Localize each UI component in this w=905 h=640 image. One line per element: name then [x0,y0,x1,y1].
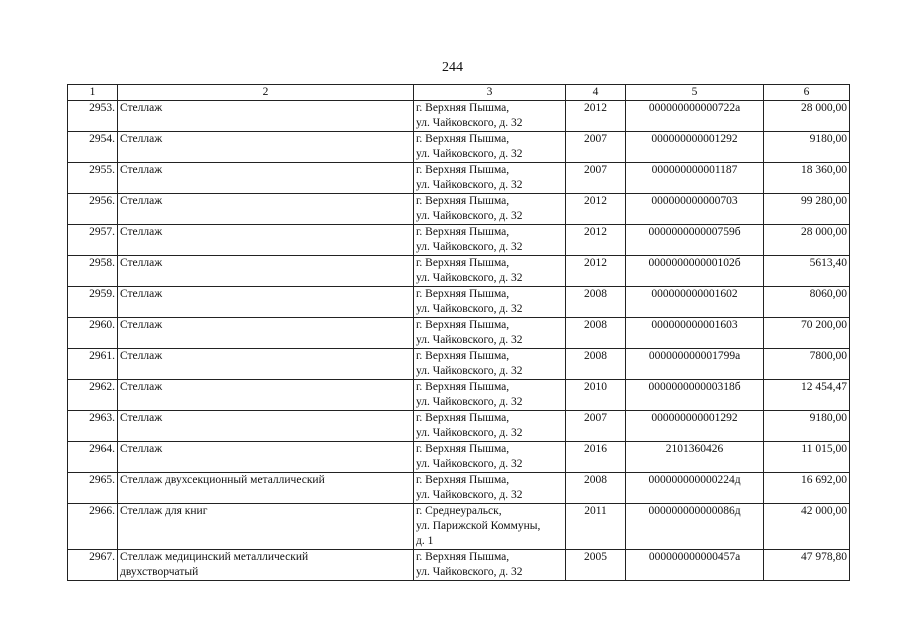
item-year: 2012 [566,194,626,225]
inventory-number: 000000000001292 [626,411,764,442]
item-year: 2010 [566,380,626,411]
item-value: 8060,00 [764,287,850,318]
item-value: 7800,00 [764,349,850,380]
item-address: г. Верхняя Пышма, ул. Чайковского, д. 32 [414,132,566,163]
table-row [68,380,850,411]
row-number: 2961. [68,349,118,380]
item-address: г. Верхняя Пышма, ул. Чайковского, д. 32 [414,349,566,380]
item-name: Стеллаж [118,225,414,256]
item-address: г. Верхняя Пышма, ул. Чайковского, д. 32 [414,101,566,132]
row-number: 2956. [68,194,118,225]
item-value: 28 000,00 [764,225,850,256]
item-year: 2012 [566,101,626,132]
item-name: Стеллаж медицинский металлический двухстворчатый [118,550,414,581]
item-value: 99 280,00 [764,194,850,225]
inventory-number: 000000000000318б [626,380,764,411]
table-row [68,318,850,349]
row-number: 2960. [68,318,118,349]
inventory-number: 000000000000457а [626,550,764,581]
table-row [68,225,850,256]
item-year: 2008 [566,349,626,380]
column-header: 1 [68,85,118,101]
item-year: 2012 [566,256,626,287]
item-address: г. Верхняя Пышма, ул. Чайковского, д. 32 [414,194,566,225]
item-name: Стеллаж [118,411,414,442]
item-year: 2007 [566,411,626,442]
item-value: 70 200,00 [764,318,850,349]
inventory-number: 000000000001187 [626,163,764,194]
item-name: Стеллаж [118,132,414,163]
item-name: Стеллаж [118,442,414,473]
inventory-number: 000000000000102б [626,256,764,287]
inventory-number: 000000000000722а [626,101,764,132]
item-year: 2012 [566,225,626,256]
item-address: г. Среднеуральск, ул. Парижской Коммуны, д. 1 [414,504,566,550]
table-row [68,349,850,380]
item-name: Стеллаж [118,256,414,287]
inventory-number: 000000000000703 [626,194,764,225]
item-name: Стеллаж [118,318,414,349]
item-year: 2008 [566,473,626,504]
item-value: 5613,40 [764,256,850,287]
inventory-number: 000000000000759б [626,225,764,256]
column-header: 4 [566,85,626,101]
item-year: 2005 [566,550,626,581]
inventory-number: 000000000000086д [626,504,764,550]
row-number: 2967. [68,550,118,581]
item-name: Стеллаж для книг [118,504,414,550]
item-value: 47 978,80 [764,550,850,581]
table-row [68,256,850,287]
row-number: 2954. [68,132,118,163]
item-address: г. Верхняя Пышма, ул. Чайковского, д. 32 [414,287,566,318]
table-row [68,411,850,442]
item-address: г. Верхняя Пышма, ул. Чайковского, д. 32 [414,163,566,194]
item-address: г. Верхняя Пышма, ул. Чайковского, д. 32 [414,442,566,473]
table-row [68,504,850,550]
item-name: Стеллаж [118,287,414,318]
row-number: 2966. [68,504,118,550]
table-row [68,442,850,473]
item-year: 2007 [566,132,626,163]
inventory-number: 000000000000224д [626,473,764,504]
table-header-row [68,85,850,101]
item-value: 28 000,00 [764,101,850,132]
row-number: 2963. [68,411,118,442]
table-row [68,194,850,225]
table-row [68,132,850,163]
item-address: г. Верхняя Пышма, ул. Чайковского, д. 32 [414,225,566,256]
item-year: 2011 [566,504,626,550]
inventory-number: 2101360426 [626,442,764,473]
row-number: 2959. [68,287,118,318]
item-value: 18 360,00 [764,163,850,194]
item-name: Стеллаж [118,194,414,225]
column-header: 3 [414,85,566,101]
item-address: г. Верхняя Пышма, ул. Чайковского, д. 32 [414,318,566,349]
item-value: 42 000,00 [764,504,850,550]
item-name: Стеллаж [118,349,414,380]
column-header: 6 [764,85,850,101]
table-row [68,287,850,318]
item-address: г. Верхняя Пышма, ул. Чайковского, д. 32 [414,550,566,581]
item-value: 11 015,00 [764,442,850,473]
table-row [68,101,850,132]
item-address: г. Верхняя Пышма, ул. Чайковского, д. 32 [414,256,566,287]
column-header: 5 [626,85,764,101]
page-number: 244 [442,60,463,75]
item-name: Стеллаж [118,163,414,194]
item-year: 2007 [566,163,626,194]
item-year: 2016 [566,442,626,473]
inventory-number: 000000000001799а [626,349,764,380]
row-number: 2958. [68,256,118,287]
row-number: 2955. [68,163,118,194]
table-row [68,163,850,194]
item-address: г. Верхняя Пышма, ул. Чайковского, д. 32 [414,411,566,442]
table-row [68,550,850,581]
row-number: 2953. [68,101,118,132]
row-number: 2964. [68,442,118,473]
column-header: 2 [118,85,414,101]
item-address: г. Верхняя Пышма, ул. Чайковского, д. 32 [414,473,566,504]
item-value: 9180,00 [764,132,850,163]
row-number: 2965. [68,473,118,504]
property-register-table [67,84,850,581]
item-value: 9180,00 [764,411,850,442]
table-row [68,473,850,504]
item-value: 16 692,00 [764,473,850,504]
row-number: 2957. [68,225,118,256]
item-year: 2008 [566,318,626,349]
item-name: Стеллаж двухсекционный металлический [118,473,414,504]
inventory-number: 000000000001292 [626,132,764,163]
item-name: Стеллаж [118,101,414,132]
item-address: г. Верхняя Пышма, ул. Чайковского, д. 32 [414,380,566,411]
item-name: Стеллаж [118,380,414,411]
row-number: 2962. [68,380,118,411]
item-value: 12 454,47 [764,380,850,411]
item-year: 2008 [566,287,626,318]
inventory-number: 000000000001603 [626,318,764,349]
inventory-number: 000000000001602 [626,287,764,318]
